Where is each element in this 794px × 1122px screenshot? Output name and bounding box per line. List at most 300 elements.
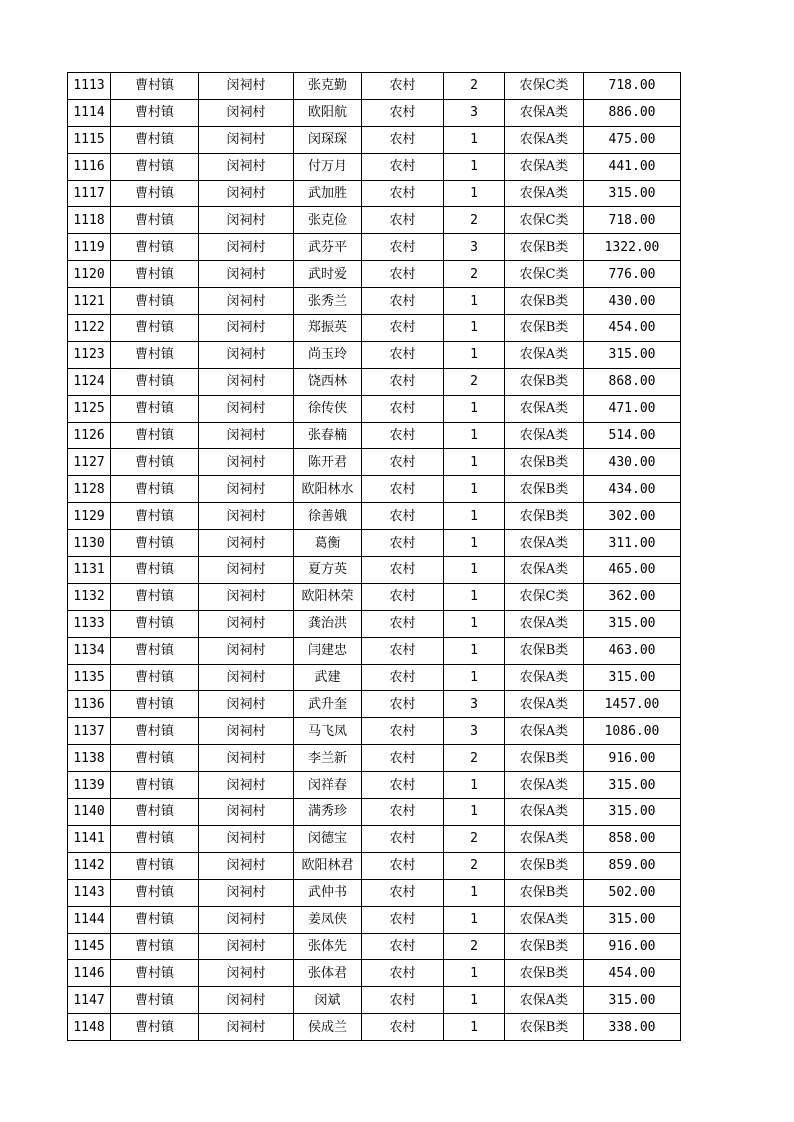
- cell-amount: 454.00: [584, 315, 681, 342]
- cell-town: 曹村镇: [111, 825, 199, 852]
- cell-town: 曹村镇: [111, 637, 199, 664]
- cell-town: 曹村镇: [111, 288, 199, 315]
- table-row: [68, 906, 681, 933]
- cell-amount: 868.00: [584, 368, 681, 395]
- cell-name: 张克勤: [294, 73, 362, 100]
- cell-household-type: 农村: [362, 99, 444, 126]
- cell-row-number: 1122: [68, 315, 111, 342]
- cell-village: 闵祠村: [199, 583, 294, 610]
- cell-household-type: 农村: [362, 449, 444, 476]
- cell-amount: 315.00: [584, 906, 681, 933]
- cell-household-type: 农村: [362, 879, 444, 906]
- cell-insurance-category: 农保B类: [505, 503, 584, 530]
- cell-insurance-category: 农保A类: [505, 691, 584, 718]
- cell-row-number: 1134: [68, 637, 111, 664]
- cell-name: 葛衡: [294, 530, 362, 557]
- cell-village: 闵祠村: [199, 180, 294, 207]
- cell-amount: 1322.00: [584, 234, 681, 261]
- table-row: [68, 288, 681, 315]
- table-row: [68, 234, 681, 261]
- cell-insurance-category: 农保A类: [505, 557, 584, 584]
- cell-village: 闵祠村: [199, 960, 294, 987]
- table-body: [68, 73, 681, 1041]
- cell-insurance-category: 农保A类: [505, 772, 584, 799]
- cell-household-type: 农村: [362, 180, 444, 207]
- cell-town: 曹村镇: [111, 449, 199, 476]
- cell-village: 闵祠村: [199, 449, 294, 476]
- cell-row-number: 1121: [68, 288, 111, 315]
- cell-amount: 916.00: [584, 933, 681, 960]
- cell-row-number: 1114: [68, 99, 111, 126]
- table-row: [68, 987, 681, 1014]
- cell-village: 闵祠村: [199, 664, 294, 691]
- cell-row-number: 1115: [68, 126, 111, 153]
- cell-member-count: 1: [444, 476, 505, 503]
- cell-member-count: 1: [444, 288, 505, 315]
- cell-insurance-category: 农保B类: [505, 637, 584, 664]
- table-row: [68, 825, 681, 852]
- cell-insurance-category: 农保A类: [505, 718, 584, 745]
- cell-member-count: 1: [444, 341, 505, 368]
- cell-village: 闵祠村: [199, 341, 294, 368]
- cell-household-type: 农村: [362, 745, 444, 772]
- cell-insurance-category: 农保A类: [505, 395, 584, 422]
- cell-row-number: 1145: [68, 933, 111, 960]
- cell-row-number: 1148: [68, 1014, 111, 1041]
- cell-village: 闵祠村: [199, 718, 294, 745]
- cell-insurance-category: 农保B类: [505, 315, 584, 342]
- cell-household-type: 农村: [362, 799, 444, 826]
- cell-household-type: 农村: [362, 261, 444, 288]
- cell-household-type: 农村: [362, 530, 444, 557]
- table-row: [68, 610, 681, 637]
- cell-village: 闵祠村: [199, 73, 294, 100]
- cell-row-number: 1130: [68, 530, 111, 557]
- cell-member-count: 1: [444, 180, 505, 207]
- cell-amount: 514.00: [584, 422, 681, 449]
- cell-name: 张春楠: [294, 422, 362, 449]
- cell-row-number: 1133: [68, 610, 111, 637]
- table-row: [68, 718, 681, 745]
- cell-name: 夏方英: [294, 557, 362, 584]
- cell-name: 张体先: [294, 933, 362, 960]
- cell-village: 闵祠村: [199, 315, 294, 342]
- table-row: [68, 153, 681, 180]
- cell-insurance-category: 农保A类: [505, 180, 584, 207]
- cell-row-number: 1142: [68, 852, 111, 879]
- cell-member-count: 1: [444, 906, 505, 933]
- cell-town: 曹村镇: [111, 610, 199, 637]
- cell-amount: 315.00: [584, 341, 681, 368]
- cell-member-count: 1: [444, 772, 505, 799]
- cell-name: 徐善娥: [294, 503, 362, 530]
- cell-village: 闵祠村: [199, 207, 294, 234]
- cell-household-type: 农村: [362, 718, 444, 745]
- cell-town: 曹村镇: [111, 745, 199, 772]
- table-row: [68, 73, 681, 100]
- cell-member-count: 2: [444, 933, 505, 960]
- table-row: [68, 799, 681, 826]
- cell-village: 闵祠村: [199, 691, 294, 718]
- cell-town: 曹村镇: [111, 799, 199, 826]
- cell-amount: 475.00: [584, 126, 681, 153]
- cell-name: 李兰新: [294, 745, 362, 772]
- cell-member-count: 1: [444, 879, 505, 906]
- cell-household-type: 农村: [362, 960, 444, 987]
- cell-household-type: 农村: [362, 637, 444, 664]
- cell-member-count: 1: [444, 557, 505, 584]
- cell-insurance-category: 农保A类: [505, 341, 584, 368]
- cell-name: 武升奎: [294, 691, 362, 718]
- cell-row-number: 1147: [68, 987, 111, 1014]
- cell-insurance-category: 农保B类: [505, 960, 584, 987]
- cell-amount: 315.00: [584, 610, 681, 637]
- cell-amount: 886.00: [584, 99, 681, 126]
- cell-village: 闵祠村: [199, 557, 294, 584]
- cell-amount: 302.00: [584, 503, 681, 530]
- cell-town: 曹村镇: [111, 583, 199, 610]
- cell-name: 闵琛琛: [294, 126, 362, 153]
- cell-town: 曹村镇: [111, 73, 199, 100]
- cell-member-count: 3: [444, 99, 505, 126]
- cell-insurance-category: 农保B类: [505, 1014, 584, 1041]
- cell-village: 闵祠村: [199, 1014, 294, 1041]
- cell-row-number: 1127: [68, 449, 111, 476]
- cell-member-count: 1: [444, 664, 505, 691]
- table-row: [68, 637, 681, 664]
- cell-member-count: 1: [444, 422, 505, 449]
- cell-amount: 858.00: [584, 825, 681, 852]
- cell-name: 武仲书: [294, 879, 362, 906]
- cell-member-count: 1: [444, 1014, 505, 1041]
- cell-name: 张克俭: [294, 207, 362, 234]
- cell-member-count: 3: [444, 234, 505, 261]
- cell-household-type: 农村: [362, 987, 444, 1014]
- cell-household-type: 农村: [362, 691, 444, 718]
- cell-row-number: 1118: [68, 207, 111, 234]
- cell-household-type: 农村: [362, 557, 444, 584]
- cell-household-type: 农村: [362, 772, 444, 799]
- cell-household-type: 农村: [362, 583, 444, 610]
- cell-town: 曹村镇: [111, 960, 199, 987]
- cell-amount: 463.00: [584, 637, 681, 664]
- cell-insurance-category: 农保C类: [505, 73, 584, 100]
- cell-amount: 1457.00: [584, 691, 681, 718]
- cell-town: 曹村镇: [111, 368, 199, 395]
- cell-household-type: 农村: [362, 234, 444, 261]
- cell-town: 曹村镇: [111, 987, 199, 1014]
- cell-insurance-category: 农保B类: [505, 288, 584, 315]
- cell-town: 曹村镇: [111, 772, 199, 799]
- cell-row-number: 1129: [68, 503, 111, 530]
- cell-member-count: 3: [444, 691, 505, 718]
- cell-row-number: 1139: [68, 772, 111, 799]
- cell-town: 曹村镇: [111, 207, 199, 234]
- cell-member-count: 2: [444, 368, 505, 395]
- cell-insurance-category: 农保B类: [505, 852, 584, 879]
- cell-town: 曹村镇: [111, 234, 199, 261]
- cell-household-type: 农村: [362, 610, 444, 637]
- cell-town: 曹村镇: [111, 126, 199, 153]
- cell-household-type: 农村: [362, 476, 444, 503]
- cell-household-type: 农村: [362, 153, 444, 180]
- cell-town: 曹村镇: [111, 879, 199, 906]
- cell-town: 曹村镇: [111, 315, 199, 342]
- cell-name: 闵祥春: [294, 772, 362, 799]
- table-row: [68, 745, 681, 772]
- cell-row-number: 1120: [68, 261, 111, 288]
- cell-row-number: 1117: [68, 180, 111, 207]
- cell-insurance-category: 农保B类: [505, 368, 584, 395]
- cell-row-number: 1138: [68, 745, 111, 772]
- cell-row-number: 1140: [68, 799, 111, 826]
- cell-name: 饶西林: [294, 368, 362, 395]
- cell-village: 闵祠村: [199, 503, 294, 530]
- cell-name: 陈开君: [294, 449, 362, 476]
- table-row: [68, 341, 681, 368]
- cell-insurance-category: 农保B类: [505, 745, 584, 772]
- subsidy-table: [67, 72, 681, 1041]
- cell-member-count: 1: [444, 960, 505, 987]
- cell-town: 曹村镇: [111, 1014, 199, 1041]
- cell-amount: 315.00: [584, 180, 681, 207]
- cell-town: 曹村镇: [111, 691, 199, 718]
- cell-amount: 362.00: [584, 583, 681, 610]
- cell-name: 郑振英: [294, 315, 362, 342]
- cell-amount: 502.00: [584, 879, 681, 906]
- cell-insurance-category: 农保C类: [505, 261, 584, 288]
- cell-household-type: 农村: [362, 288, 444, 315]
- table-row: [68, 126, 681, 153]
- cell-amount: 441.00: [584, 153, 681, 180]
- cell-amount: 430.00: [584, 449, 681, 476]
- cell-amount: 859.00: [584, 852, 681, 879]
- cell-household-type: 农村: [362, 422, 444, 449]
- table-row: [68, 852, 681, 879]
- cell-amount: 916.00: [584, 745, 681, 772]
- cell-household-type: 农村: [362, 933, 444, 960]
- cell-insurance-category: 农保C类: [505, 207, 584, 234]
- table-row: [68, 449, 681, 476]
- cell-village: 闵祠村: [199, 368, 294, 395]
- cell-row-number: 1132: [68, 583, 111, 610]
- cell-member-count: 2: [444, 73, 505, 100]
- cell-town: 曹村镇: [111, 395, 199, 422]
- cell-name: 欧阳林君: [294, 852, 362, 879]
- cell-row-number: 1143: [68, 879, 111, 906]
- cell-insurance-category: 农保A类: [505, 987, 584, 1014]
- cell-insurance-category: 农保A类: [505, 422, 584, 449]
- cell-name: 付万月: [294, 153, 362, 180]
- cell-name: 尚玉玲: [294, 341, 362, 368]
- cell-amount: 315.00: [584, 799, 681, 826]
- cell-member-count: 1: [444, 449, 505, 476]
- cell-insurance-category: 农保A类: [505, 126, 584, 153]
- cell-member-count: 1: [444, 503, 505, 530]
- table-row: [68, 503, 681, 530]
- cell-household-type: 农村: [362, 395, 444, 422]
- cell-household-type: 农村: [362, 664, 444, 691]
- table-row: [68, 691, 681, 718]
- cell-household-type: 农村: [362, 126, 444, 153]
- cell-insurance-category: 农保A类: [505, 825, 584, 852]
- cell-amount: 315.00: [584, 664, 681, 691]
- cell-insurance-category: 农保A类: [505, 530, 584, 557]
- cell-insurance-category: 农保B类: [505, 476, 584, 503]
- cell-town: 曹村镇: [111, 557, 199, 584]
- cell-name: 侯成兰: [294, 1014, 362, 1041]
- cell-village: 闵祠村: [199, 530, 294, 557]
- cell-village: 闵祠村: [199, 422, 294, 449]
- cell-town: 曹村镇: [111, 476, 199, 503]
- cell-amount: 776.00: [584, 261, 681, 288]
- cell-village: 闵祠村: [199, 933, 294, 960]
- table-row: [68, 368, 681, 395]
- cell-village: 闵祠村: [199, 153, 294, 180]
- cell-member-count: 1: [444, 583, 505, 610]
- table-row: [68, 557, 681, 584]
- cell-member-count: 1: [444, 126, 505, 153]
- cell-row-number: 1141: [68, 825, 111, 852]
- cell-name: 欧阳林荣: [294, 583, 362, 610]
- table-row: [68, 664, 681, 691]
- cell-household-type: 农村: [362, 315, 444, 342]
- cell-town: 曹村镇: [111, 422, 199, 449]
- cell-name: 满秀珍: [294, 799, 362, 826]
- cell-household-type: 农村: [362, 906, 444, 933]
- cell-insurance-category: 农保C类: [505, 583, 584, 610]
- cell-household-type: 农村: [362, 825, 444, 852]
- cell-insurance-category: 农保B类: [505, 933, 584, 960]
- cell-insurance-category: 农保B类: [505, 449, 584, 476]
- table-row: [68, 1014, 681, 1041]
- table-row: [68, 315, 681, 342]
- cell-name: 武加胜: [294, 180, 362, 207]
- cell-amount: 454.00: [584, 960, 681, 987]
- cell-village: 闵祠村: [199, 234, 294, 261]
- cell-name: 欧阳林水: [294, 476, 362, 503]
- cell-town: 曹村镇: [111, 906, 199, 933]
- cell-town: 曹村镇: [111, 664, 199, 691]
- cell-member-count: 1: [444, 987, 505, 1014]
- cell-member-count: 2: [444, 825, 505, 852]
- cell-insurance-category: 农保A类: [505, 153, 584, 180]
- cell-member-count: 1: [444, 153, 505, 180]
- cell-amount: 338.00: [584, 1014, 681, 1041]
- cell-row-number: 1116: [68, 153, 111, 180]
- cell-name: 武芬平: [294, 234, 362, 261]
- cell-insurance-category: 农保A类: [505, 99, 584, 126]
- cell-name: 武建: [294, 664, 362, 691]
- cell-insurance-category: 农保A类: [505, 610, 584, 637]
- cell-member-count: 2: [444, 745, 505, 772]
- cell-town: 曹村镇: [111, 153, 199, 180]
- cell-amount: 1086.00: [584, 718, 681, 745]
- cell-row-number: 1144: [68, 906, 111, 933]
- cell-household-type: 农村: [362, 207, 444, 234]
- cell-town: 曹村镇: [111, 933, 199, 960]
- cell-row-number: 1125: [68, 395, 111, 422]
- cell-name: 欧阳航: [294, 99, 362, 126]
- cell-member-count: 1: [444, 610, 505, 637]
- cell-village: 闵祠村: [199, 288, 294, 315]
- cell-village: 闵祠村: [199, 987, 294, 1014]
- cell-row-number: 1119: [68, 234, 111, 261]
- cell-household-type: 农村: [362, 368, 444, 395]
- cell-village: 闵祠村: [199, 261, 294, 288]
- table-row: [68, 960, 681, 987]
- cell-name: 马飞凤: [294, 718, 362, 745]
- cell-village: 闵祠村: [199, 799, 294, 826]
- cell-insurance-category: 农保A类: [505, 664, 584, 691]
- cell-household-type: 农村: [362, 1014, 444, 1041]
- cell-member-count: 1: [444, 799, 505, 826]
- table-row: [68, 207, 681, 234]
- cell-village: 闵祠村: [199, 879, 294, 906]
- cell-village: 闵祠村: [199, 906, 294, 933]
- cell-name: 张秀兰: [294, 288, 362, 315]
- cell-name: 闵斌: [294, 987, 362, 1014]
- cell-town: 曹村镇: [111, 530, 199, 557]
- cell-name: 姜凤侠: [294, 906, 362, 933]
- cell-village: 闵祠村: [199, 772, 294, 799]
- cell-member-count: 2: [444, 852, 505, 879]
- cell-amount: 315.00: [584, 772, 681, 799]
- cell-town: 曹村镇: [111, 852, 199, 879]
- cell-row-number: 1113: [68, 73, 111, 100]
- cell-town: 曹村镇: [111, 503, 199, 530]
- table-row: [68, 933, 681, 960]
- table-row: [68, 772, 681, 799]
- cell-name: 张体君: [294, 960, 362, 987]
- cell-town: 曹村镇: [111, 718, 199, 745]
- cell-member-count: 1: [444, 395, 505, 422]
- cell-village: 闵祠村: [199, 126, 294, 153]
- cell-village: 闵祠村: [199, 637, 294, 664]
- cell-village: 闵祠村: [199, 395, 294, 422]
- cell-member-count: 1: [444, 315, 505, 342]
- cell-amount: 465.00: [584, 557, 681, 584]
- cell-name: 闫建忠: [294, 637, 362, 664]
- table-row: [68, 879, 681, 906]
- cell-row-number: 1135: [68, 664, 111, 691]
- cell-insurance-category: 农保A类: [505, 799, 584, 826]
- table-row: [68, 583, 681, 610]
- cell-member-count: 2: [444, 261, 505, 288]
- cell-amount: 430.00: [584, 288, 681, 315]
- cell-household-type: 农村: [362, 852, 444, 879]
- cell-village: 闵祠村: [199, 610, 294, 637]
- cell-amount: 315.00: [584, 987, 681, 1014]
- table-row: [68, 422, 681, 449]
- cell-amount: 718.00: [584, 73, 681, 100]
- table-row: [68, 180, 681, 207]
- cell-member-count: 1: [444, 530, 505, 557]
- cell-village: 闵祠村: [199, 825, 294, 852]
- cell-village: 闵祠村: [199, 476, 294, 503]
- table-row: [68, 395, 681, 422]
- cell-row-number: 1123: [68, 341, 111, 368]
- cell-town: 曹村镇: [111, 180, 199, 207]
- cell-amount: 311.00: [584, 530, 681, 557]
- cell-amount: 434.00: [584, 476, 681, 503]
- cell-row-number: 1128: [68, 476, 111, 503]
- cell-household-type: 农村: [362, 73, 444, 100]
- table-row: [68, 530, 681, 557]
- cell-household-type: 农村: [362, 341, 444, 368]
- cell-amount: 471.00: [584, 395, 681, 422]
- cell-name: 龚治洪: [294, 610, 362, 637]
